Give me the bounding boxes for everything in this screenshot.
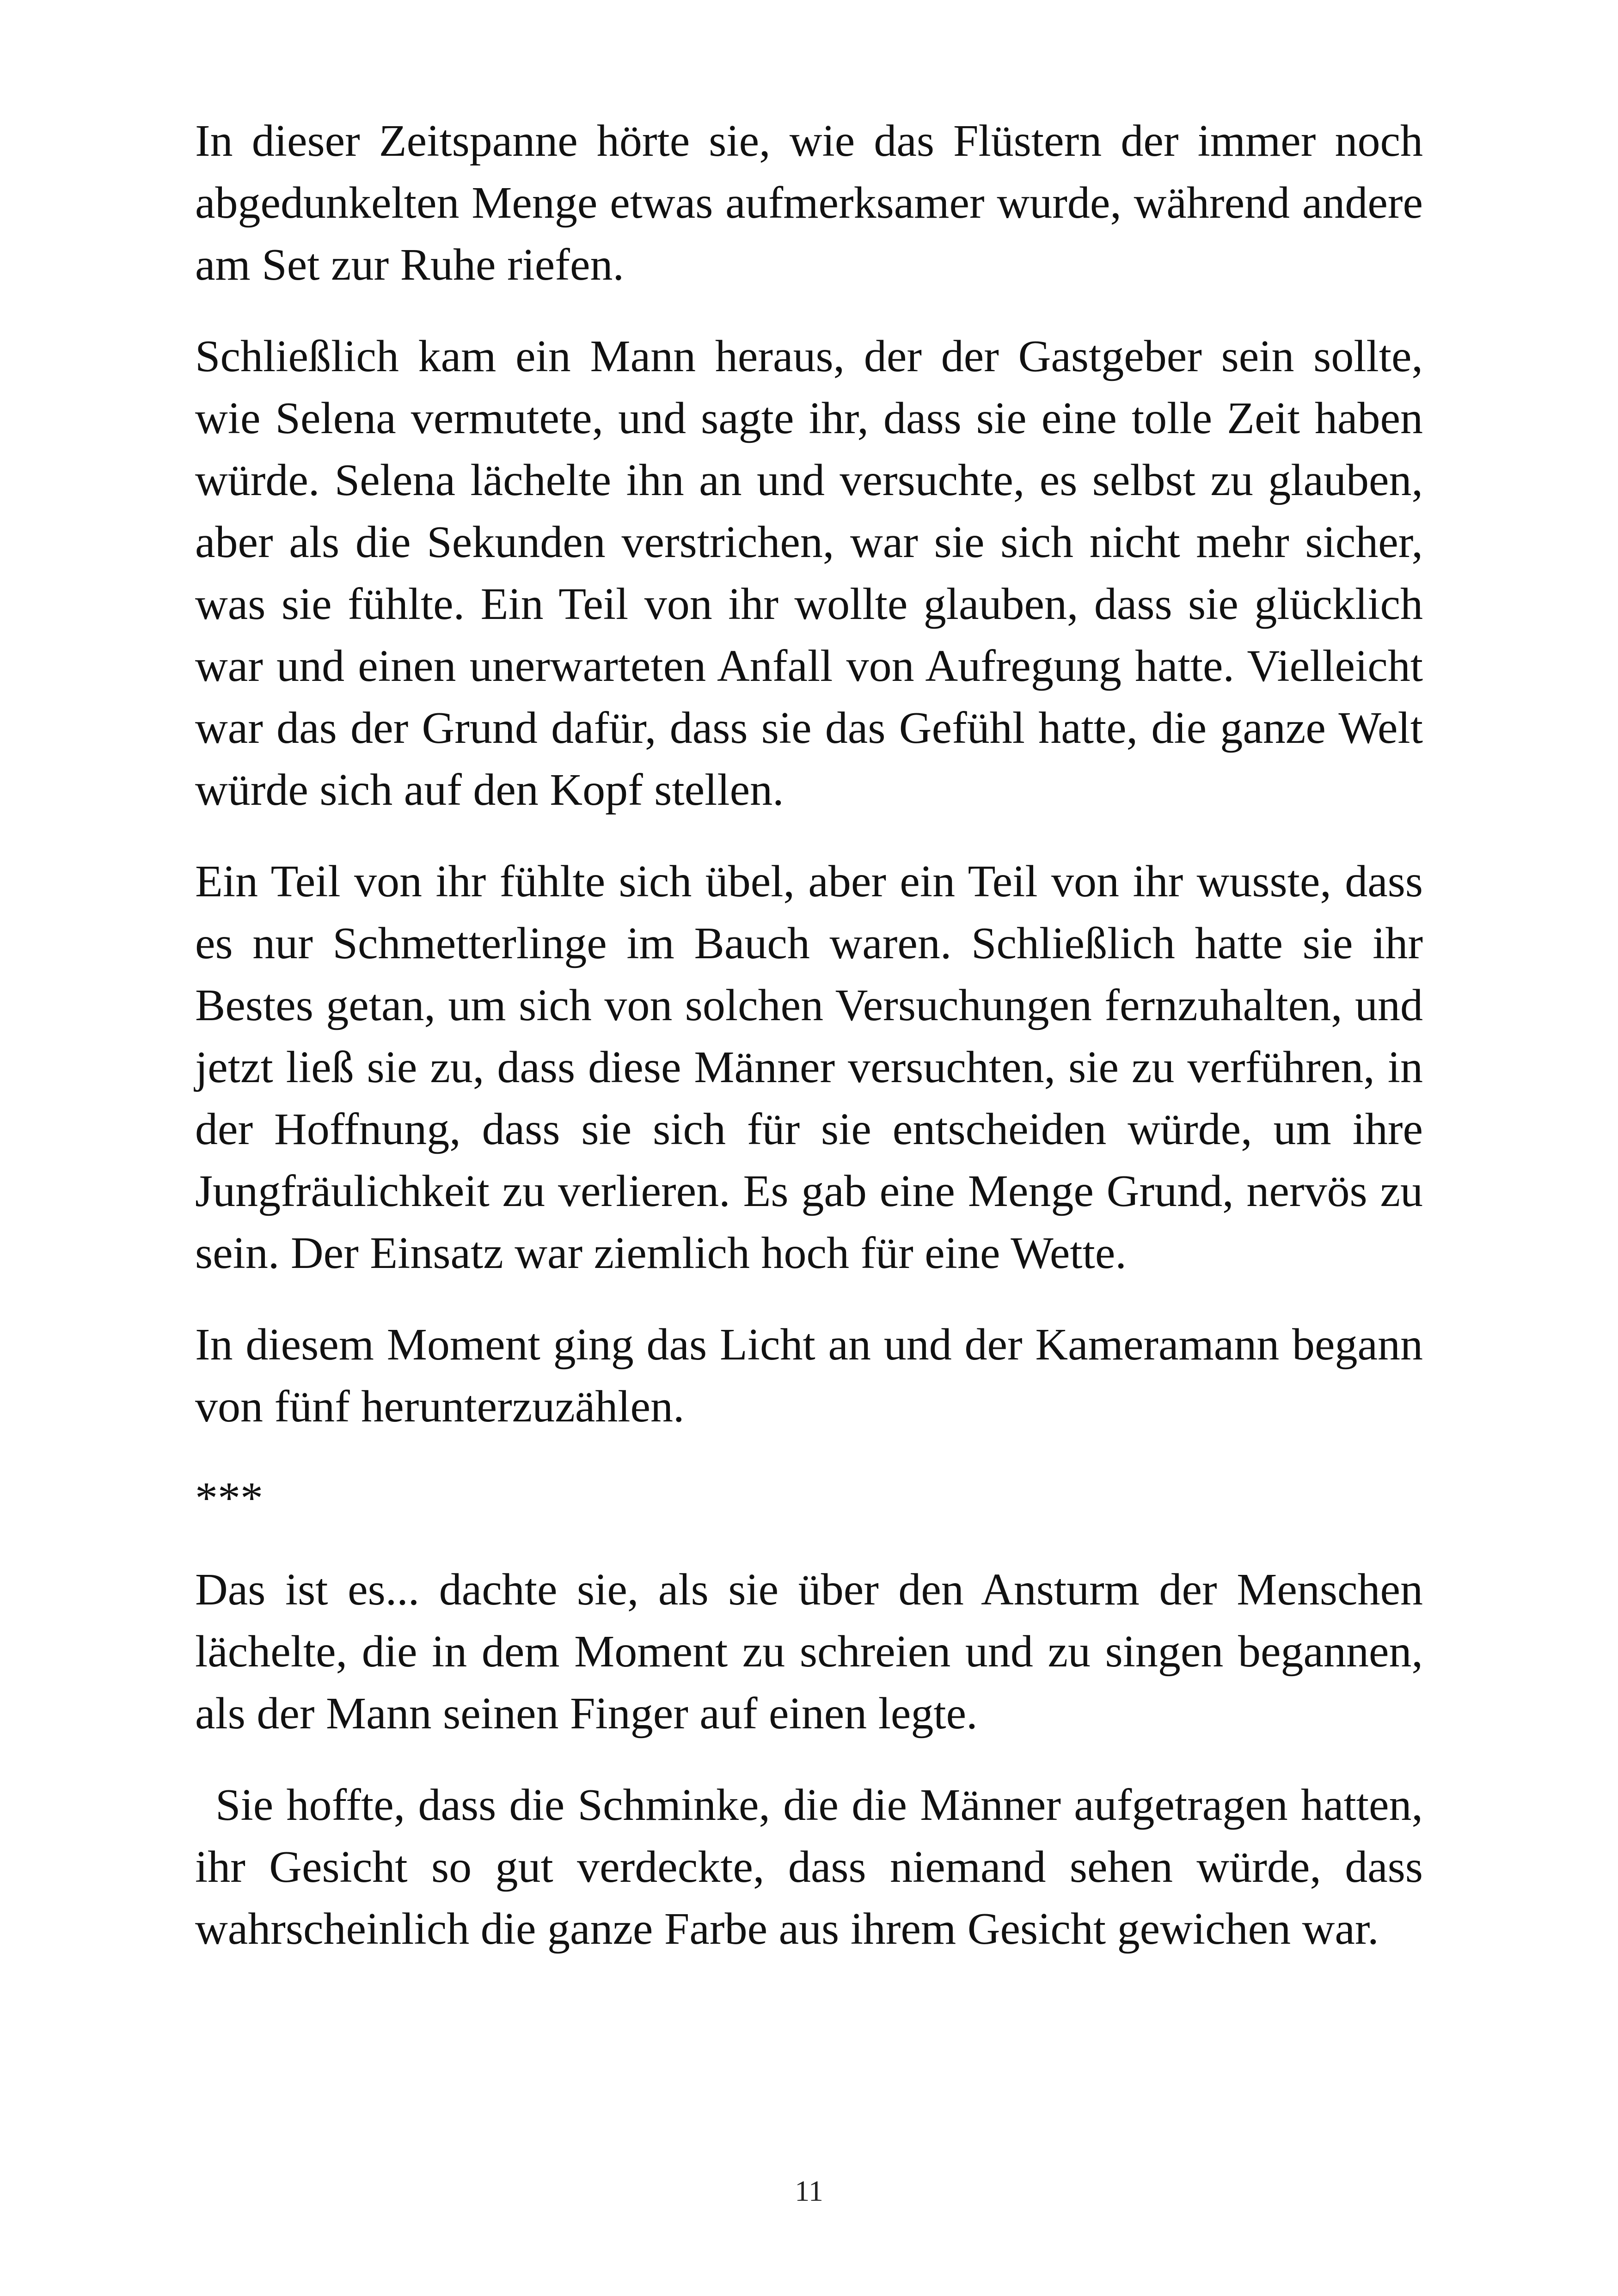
- paragraph-6: Sie hoffte, dass die Schminke, die die Männer aufgetragen hatten, ihr Gesicht so gut verdeckte, dass niemand sehen würde, dass wahrscheinlich die ganze Farbe aus ihrem Gesicht gewichen war.: [195, 1780, 1423, 1954]
- paragraph-3: Ein Teil von ihr fühlte sich übel, aber ein Teil von ihr wusste, dass es nur Schmetterlinge im Bauch waren. Schließlich hatte sie ihr Bestes getan, um sich von solchen Versuchungen fernzuhalten, und jetzt ließ sie zu, dass diese Männer versuchten, sie zu verführen, in der Hoffnung, dass sie sich für sie entscheiden würde, um ihre Jungfräulichkeit zu verlieren. Es gab eine Menge Grund, nervös zu sein. Der Einsatz war ziemlich hoch für eine Wette.: [195, 857, 1423, 1278]
- paragraph-1: In dieser Zeitspanne hörte sie, wie das Flüstern der immer noch abgedunkelten Menge etwas aufmerksamer wurde, während andere am Set zur Ruhe riefen.: [195, 116, 1423, 290]
- paragraph-2: Schließlich kam ein Mann heraus, der der Gastgeber sein sollte, wie Selena vermutete, und sagte ihr, dass sie eine tolle Zeit haben würde. Selena lächelte ihn an und versuchte, es selbst zu glauben, aber als die Sekunden verstrichen, war sie sich nicht mehr sicher, was sie fühlte. Ein Teil von ihr wollte glauben, dass sie glücklich war und einen unerwarteten Anfall von Aufregung hatte. Vielleicht war das der Grund dafür, dass sie das Gefühl hatte, die ganze Welt würde sich auf den Kopf stellen.: [195, 331, 1423, 815]
- page-body: [195, 110, 1423, 1990]
- page-number: 11: [795, 2174, 823, 2207]
- scene-break: ***: [195, 1473, 263, 1523]
- paragraph-5: Das ist es... dachte sie, als sie über den Ansturm der Menschen lächelte, die in dem Moment zu schreien und zu singen begannen, als der Mann seinen Finger auf einen legte.: [195, 1565, 1423, 1739]
- paragraph-4: In diesem Moment ging das Licht an und der Kameramann begann von fünf herunterzuzählen.: [195, 1320, 1423, 1432]
